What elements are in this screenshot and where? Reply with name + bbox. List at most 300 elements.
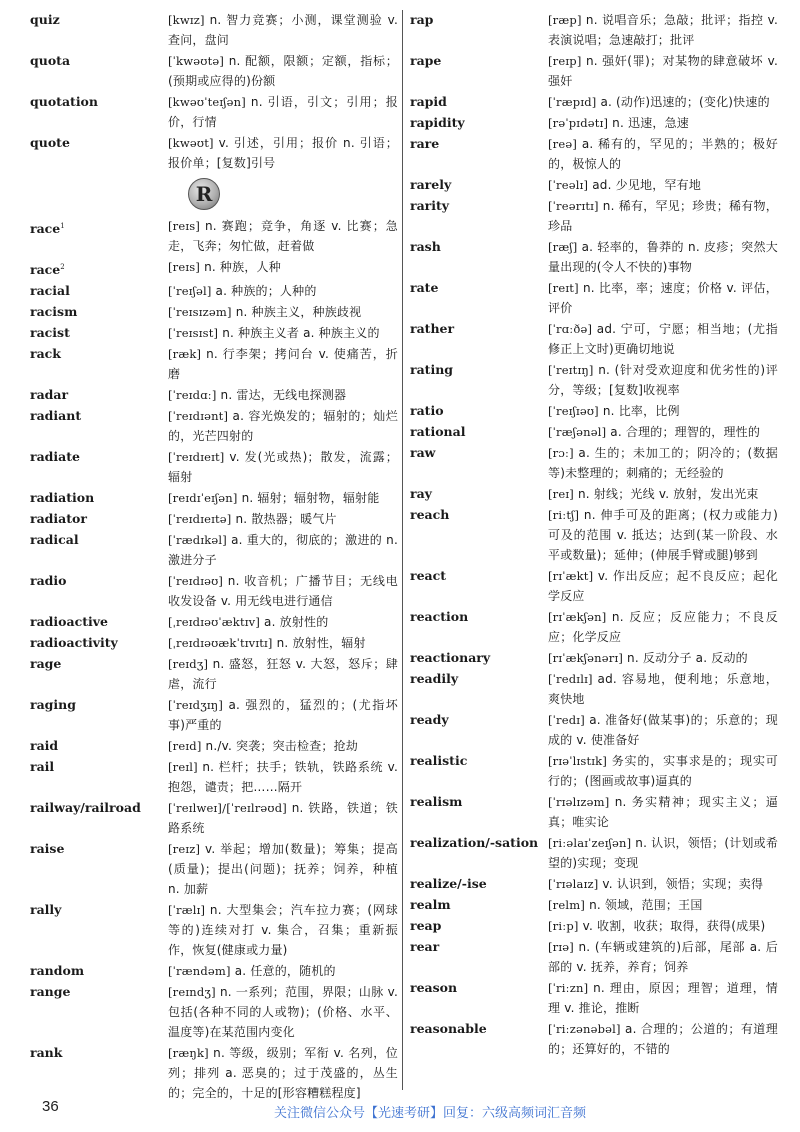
- entry-row: [30, 633, 398, 653]
- headword: [410, 792, 548, 812]
- entry-row: [410, 751, 778, 791]
- entry-row: [410, 710, 778, 750]
- headword: [410, 401, 548, 421]
- phonetic: [ˈrændəm]: [168, 964, 231, 979]
- phonetic: [kwəʊt]: [168, 136, 214, 150]
- section-letter: R: [188, 178, 220, 210]
- definition: [548, 833, 778, 873]
- headword-text: raid: [30, 738, 59, 754]
- entry-row: [410, 278, 778, 318]
- definition-text: v. 引述，引用；报价 n. 引语；报价单；[复数]引号: [168, 136, 398, 170]
- headword: [30, 51, 168, 71]
- definition: [168, 612, 398, 632]
- definition: [168, 900, 398, 960]
- definition: [548, 1019, 778, 1059]
- headword-text: quote: [30, 135, 70, 150]
- definition: [548, 792, 778, 832]
- phonetic: [riːp]: [548, 919, 579, 933]
- headword: [30, 982, 168, 1002]
- definition: [168, 447, 398, 487]
- entry-row: [410, 484, 778, 504]
- definition: [168, 257, 398, 277]
- homograph-index: 1: [60, 222, 65, 230]
- definition: [168, 385, 398, 405]
- entry-row: [410, 505, 778, 565]
- definition-text: a. (动作)迅速的；(变化)快速的: [600, 95, 770, 109]
- definition-text: n. 稀有，罕见；珍贵；稀有物，珍品: [548, 199, 779, 233]
- entry-row: [410, 916, 778, 936]
- phonetic: [kwɪz]: [168, 13, 205, 27]
- headword-text: rash: [410, 239, 441, 254]
- entry-row: [410, 422, 778, 442]
- entry-row: [30, 447, 398, 487]
- phonetic: [reɪz]: [168, 842, 201, 857]
- headword-text: rather: [410, 321, 455, 336]
- phonetic: [ˈreɪʃɪəʊ]: [548, 404, 599, 418]
- definition-text: n. 认识，领悟；(计划或希望的)实现；变现: [548, 836, 779, 870]
- definition-text: a. 稀有的，罕见的；半熟的；极好的，极惊人的: [548, 137, 778, 171]
- definition: [548, 607, 778, 647]
- phonetic: [riːəlaɪˈzeɪʃən]: [548, 836, 632, 850]
- headword: [410, 360, 548, 380]
- phonetic: [ˈredɪ]: [548, 713, 585, 727]
- definition-text: v. 作出反应；起不良反应；起化学反应: [548, 569, 778, 603]
- headword-text: ray: [410, 486, 432, 501]
- headword-text: ready: [410, 712, 449, 727]
- definition: [548, 484, 778, 504]
- definition: [168, 216, 398, 256]
- definition-text: n. 放射性，辐射: [276, 636, 366, 651]
- headword-text: reactionary: [410, 650, 491, 665]
- definition-text: n. 一系列；范围，界限；山脉 v. 包括(各种不同的人或物)；(价格、水平、温度等)在某范围内变化: [168, 985, 399, 1040]
- headword-text: quota: [30, 53, 71, 68]
- headword-text: reasonable: [410, 1021, 487, 1036]
- definition: [168, 982, 398, 1042]
- headword: [30, 633, 168, 653]
- headword-text: realization/-sation: [410, 835, 539, 850]
- definition-text: n. 收音机；广播节目；无线电收发设备 v. 用无线电进行通信: [168, 574, 398, 609]
- headword-text: realm: [410, 897, 451, 912]
- definition: [548, 134, 778, 174]
- phonetic: [reɪ]: [548, 487, 574, 501]
- phonetic: [ˈriːzənəbəl]: [548, 1022, 621, 1036]
- entry-row: [30, 961, 398, 981]
- headword-text: rare: [410, 136, 440, 151]
- headword-text: radio: [30, 573, 67, 589]
- headword-text: realism: [410, 794, 463, 809]
- headword: [410, 566, 548, 586]
- entry-row: [30, 509, 398, 529]
- headword-text: racist: [30, 325, 70, 341]
- definition: [168, 571, 398, 611]
- definition-text: a. 合理的；公道的；有道理的；还算好的，不错的: [548, 1022, 778, 1056]
- definition: [168, 51, 398, 91]
- definition: [168, 736, 398, 756]
- definition: [168, 961, 398, 981]
- headword: [410, 669, 548, 689]
- headword-text: radiant: [30, 408, 82, 424]
- definition: [548, 566, 778, 606]
- definition: [548, 895, 778, 915]
- entry-row: [410, 92, 778, 112]
- footer-promo: 关注微信公众号【光速考研】回复：六级高频词汇音频: [273, 1106, 586, 1121]
- phonetic: [ˈrɑːðə]: [548, 322, 593, 336]
- definition: [548, 196, 778, 236]
- phonetic: [ˈrɪəlɪzəm]: [548, 795, 610, 809]
- definition-text: n. 理由，原因；理智；道理，情理 v. 推论，推断: [548, 981, 779, 1015]
- definition-text: a. 容光焕发的；辐射的；灿烂的，光芒四射的: [168, 409, 399, 444]
- definition-text: n. 智力竞赛；小测，课堂测验 v. 查问，盘问: [168, 13, 398, 47]
- headword: [30, 323, 168, 343]
- headword: [30, 571, 168, 591]
- definition-text: n. 伸手可及的距离；(权力或能力)可及的范围 v. 抵达；达到(某一阶段、水平或数量)；延伸；(伸展手臂或腿)够到: [548, 508, 779, 562]
- entry-row: [30, 257, 398, 280]
- definition-text: n. 散热器；暖气片: [235, 512, 337, 527]
- headword-text: rational: [410, 424, 466, 439]
- definition: [548, 648, 778, 668]
- phonetic: [rɔː]: [548, 446, 574, 460]
- definition-text: n. 反动分子 a. 反动的: [627, 651, 748, 665]
- headword-text: radioactive: [30, 614, 108, 630]
- headword-text: radiate: [30, 449, 80, 465]
- entry-row: [410, 648, 778, 668]
- entry-row: [410, 401, 778, 421]
- definition-text: a. 种族的；人种的: [215, 284, 317, 299]
- headword: [410, 51, 548, 71]
- definition: [548, 51, 778, 91]
- definition: [168, 509, 398, 529]
- definition: [548, 669, 778, 709]
- headword: [410, 443, 548, 463]
- entry-row: [30, 982, 398, 1042]
- phonetic: [reɪs]: [168, 260, 201, 274]
- definition: [168, 633, 398, 653]
- headword: [30, 736, 168, 756]
- headword-text: radiation: [30, 490, 95, 506]
- definition: [168, 10, 398, 50]
- definition-text: n. 种族主义，种族歧视: [235, 305, 362, 320]
- definition: [168, 281, 398, 301]
- phonetic: [ˈreɪlweɪ]/[ˈreɪlrəʊd]: [168, 801, 287, 816]
- entry-row: [410, 669, 778, 709]
- headword: [30, 961, 168, 981]
- headword-text: readily: [410, 671, 459, 686]
- phonetic: [ˈreɪtɪŋ]: [548, 363, 594, 377]
- homograph-index: 2: [60, 263, 65, 271]
- headword-text: rating: [410, 362, 454, 377]
- headword: [410, 505, 548, 525]
- definition-text: v. 收割，收获；取得，获得(成果): [582, 919, 766, 933]
- phonetic: [reɪd]: [168, 739, 202, 754]
- definition-text: a. 放射性的: [264, 615, 329, 630]
- headword: [410, 237, 548, 257]
- phonetic: [rɪˈækʃən]: [548, 610, 607, 624]
- definition-text: n. 行李架；拷问台 v. 使痛苦，折磨: [168, 347, 398, 382]
- entry-row: [410, 874, 778, 894]
- definition-text: a. 强烈的，猛烈的；(尤指坏事)严重的: [168, 698, 398, 733]
- headword: [30, 385, 168, 405]
- headword: [30, 798, 168, 818]
- entry-row: [30, 344, 398, 384]
- phonetic: [ˈreɪdɪeɪt]: [168, 450, 225, 465]
- phonetic: [rɪə]: [548, 940, 574, 954]
- definition-text: n. 铁路，铁道；铁路系统: [168, 801, 398, 836]
- page-number: 36: [42, 1098, 59, 1115]
- headword: [30, 10, 168, 30]
- definition-text: n. 反应；反应能力；不良反应；化学反应: [548, 610, 778, 644]
- entry-row: [30, 736, 398, 756]
- entry-row: [410, 937, 778, 977]
- phonetic: [ˈreɪdɪənt]: [168, 409, 229, 424]
- phonetic: [ˈrædɪkəl]: [168, 533, 227, 548]
- phonetic: [ˈrælɪ]: [168, 903, 206, 918]
- definition-text: a. 任意的，随机的: [234, 964, 336, 979]
- headword-text: racial: [30, 283, 70, 299]
- definition: [548, 505, 778, 565]
- definition: [168, 406, 398, 446]
- headword: [410, 916, 548, 936]
- definition-text: a. 重大的，彻底的；激进的 n. 激进分子: [168, 533, 399, 568]
- headword: [410, 134, 548, 154]
- definition-text: ad. 宁可，宁愿；相当地；(尤指修正上文时)更确切地说: [548, 322, 778, 356]
- phonetic: [ˈreɪdʒɪŋ]: [168, 698, 224, 713]
- phonetic: [ˈriːzn]: [548, 981, 589, 995]
- headword: [410, 484, 548, 504]
- phonetic: [ˈreɪdɪəʊ]: [168, 574, 224, 589]
- headword: [410, 175, 548, 195]
- headword-text: radioactivity: [30, 635, 118, 651]
- headword: [30, 509, 168, 529]
- definition-text: n. 栏杆；扶手；铁轨，铁路系统 v. 抱怨，谴责；把……隔开: [168, 760, 399, 795]
- headword: [410, 1019, 548, 1039]
- definition: [548, 113, 778, 133]
- entry-row: [30, 488, 398, 508]
- headword-text: ratio: [410, 403, 444, 418]
- entry-row: [410, 895, 778, 915]
- definition: [168, 344, 398, 384]
- definition: [168, 530, 398, 570]
- definition-text: n. 赛跑；竞争，角逐 v. 比赛；急走，飞奔；匆忙做，赶着做: [168, 219, 398, 253]
- definition: [548, 319, 778, 359]
- definition: [548, 360, 778, 400]
- definition-text: 务实的，实事求是的；现实可行的；(图画或故事)逼真的: [548, 754, 778, 788]
- phonetic: [reɪt]: [548, 281, 579, 295]
- headword-text: rarity: [410, 198, 450, 213]
- definition: [548, 10, 778, 50]
- headword: [410, 607, 548, 627]
- headword-text: raging: [30, 697, 77, 713]
- definition-text: n. 配额，限额；定额，指标；(预期或应得的)份额: [168, 54, 398, 88]
- dictionary-page: [30, 10, 780, 1101]
- definition: [548, 278, 778, 318]
- headword: [30, 612, 168, 632]
- headword-text: quotation: [30, 94, 98, 109]
- entry-row: [410, 237, 778, 277]
- entry-row: [410, 978, 778, 1018]
- definition: [548, 175, 778, 195]
- headword-text: rally: [30, 902, 62, 918]
- entry-row: [30, 900, 398, 960]
- definition: [548, 401, 778, 421]
- entry-row: [30, 10, 398, 50]
- phonetic: [ˌreɪdɪəʊækˈtɪvɪtɪ]: [168, 636, 273, 651]
- phonetic: [rɪˈækʃənərɪ]: [548, 651, 624, 665]
- phonetic: [reə]: [548, 137, 578, 151]
- headword-text: railway/railroad: [30, 800, 141, 816]
- definition-text: n. 大型集会；汽车拉力赛；(网球等的)连续对打 v. 集合，召集；重新振作，恢复(健康或力量): [168, 903, 399, 958]
- headword-text: react: [410, 568, 447, 583]
- phonetic: [ræk]: [168, 347, 202, 362]
- entry-row: [30, 385, 398, 405]
- definition-text: n. 领域，范围；王国: [589, 898, 703, 912]
- definition: [548, 422, 778, 442]
- entry-row: [410, 607, 778, 647]
- headword: [410, 648, 548, 668]
- headword: [30, 281, 168, 301]
- headword-text: racism: [30, 304, 78, 320]
- headword-text: radiator: [30, 511, 87, 527]
- entry-row: [30, 571, 398, 611]
- headword-text: race: [30, 262, 61, 278]
- headword: [410, 710, 548, 730]
- phonetic: [rəˈpɪdətɪ]: [548, 116, 609, 130]
- headword: [30, 654, 168, 674]
- phonetic: [ˈreɪsɪst]: [168, 326, 219, 341]
- phonetic: [reɪdɪˈeɪʃən]: [168, 491, 238, 506]
- headword: [30, 695, 168, 715]
- definition-text: v. 发(光或热)；散发，流露；辐射: [168, 450, 398, 485]
- headword-text: radical: [30, 532, 79, 548]
- entry-row: [30, 51, 398, 91]
- definition-text: v. 举起；增加(数量)；筹集；提高(质量)；提出(问题)；抚养；饲养，种植 n. 加薪: [168, 842, 398, 897]
- definition: [168, 92, 398, 132]
- phonetic: [rɪəˈlɪstɪk]: [548, 754, 608, 768]
- definition: [548, 92, 778, 112]
- definition: [168, 757, 398, 797]
- phonetic: [ˈræʃənəl]: [548, 425, 607, 439]
- entry-row: [410, 443, 778, 483]
- definition: [168, 654, 398, 694]
- entry-row: [30, 92, 398, 132]
- headword-text: reaction: [410, 609, 469, 624]
- entry-row: [410, 792, 778, 832]
- entry-row: [410, 196, 778, 236]
- headword-text: rate: [410, 280, 439, 295]
- entry-row: [30, 281, 398, 301]
- headword-text: rack: [30, 346, 61, 362]
- headword-text: rapidity: [410, 115, 465, 130]
- headword-text: rapid: [410, 94, 447, 109]
- phonetic: [ˌreɪdɪəʊˈæktɪv]: [168, 615, 261, 630]
- headword-text: rail: [30, 759, 55, 775]
- headword-text: radar: [30, 387, 69, 403]
- definition: [168, 695, 398, 735]
- definition-text: n. 强奸(罪)；对某物的肆意破坏 v. 强奸: [548, 54, 779, 88]
- entry-row: [30, 654, 398, 694]
- definition-text: n. 种族，人种: [204, 260, 281, 274]
- definition-text: n. 务实精神；现实主义；逼真；唯实论: [548, 795, 779, 829]
- headword-text: reach: [410, 507, 450, 522]
- headword-text: race: [30, 221, 61, 237]
- entry-row: [410, 51, 778, 91]
- headword: [410, 937, 548, 957]
- headword-text: raw: [410, 445, 436, 460]
- definition: [168, 323, 398, 343]
- entry-row: [410, 833, 778, 873]
- headword: [30, 757, 168, 777]
- phonetic: [ˈreɪdɪeɪtə]: [168, 512, 232, 527]
- headword: [410, 319, 548, 339]
- headword-text: rear: [410, 939, 440, 954]
- headword: [30, 216, 168, 239]
- definition: [168, 798, 398, 838]
- phonetic: [reɪndʒ]: [168, 985, 216, 1000]
- definition-text: a. 生的；未加工的；阴冷的；(数据等)未整理的；刺痛的；无经验的: [548, 446, 778, 480]
- headword: [30, 406, 168, 426]
- headword-text: random: [30, 963, 85, 979]
- definition-text: n. (车辆或建筑的)后部，尾部 a. 后部的 v. 抚养，养育；饲养: [548, 940, 778, 974]
- headword: [410, 751, 548, 771]
- headword: [30, 447, 168, 467]
- entry-row: [410, 10, 778, 50]
- definition-text: ad. 容易地，便利地；乐意地，爽快地: [548, 672, 778, 706]
- phonetic: [rɪˈækt]: [548, 569, 594, 583]
- phonetic: [ˈredɪlɪ]: [548, 672, 593, 686]
- phonetic: [ˈrɪəlaɪz]: [548, 877, 599, 891]
- definition-text: n. 迅速，急速: [612, 116, 690, 130]
- right-column: [410, 10, 778, 1060]
- definition-text: a. 合理的；理智的，理性的: [610, 425, 761, 439]
- entry-row: [30, 302, 398, 322]
- definition: [168, 1043, 398, 1103]
- definition-text: n. 辐射；辐射物，辐射能: [241, 491, 380, 506]
- headword-text: reason: [410, 980, 458, 995]
- definition-text: a. 准备好(做某事)的；乐意的；现成的 v. 使准备好: [548, 713, 779, 747]
- headword-text: rank: [30, 1045, 63, 1061]
- definition-text: n. 种族主义者 a. 种族主义的: [222, 326, 380, 341]
- headword-text: reap: [410, 918, 442, 933]
- definition-text: n. 比率，率；速度；价格 v. 评估，评价: [548, 281, 778, 315]
- phonetic: [ˈreɪʃəl]: [168, 284, 212, 299]
- phonetic: [ˈreərɪtɪ]: [548, 199, 599, 213]
- headword-text: rarely: [410, 177, 452, 192]
- phonetic: [ˈræpɪd]: [548, 95, 597, 109]
- entry-row: [30, 406, 398, 446]
- entry-row: [30, 839, 398, 899]
- definition-text: n. 引语，引文；引用；报价，行情: [168, 95, 399, 129]
- definition: [548, 978, 778, 1018]
- headword: [30, 92, 168, 112]
- entry-row: [410, 566, 778, 606]
- headword-text: rap: [410, 12, 434, 27]
- phonetic: [ˈreəlɪ]: [548, 178, 589, 192]
- phonetic: [ˈreɪdɑː]: [168, 388, 217, 403]
- definition: [548, 710, 778, 750]
- entry-row: [30, 612, 398, 632]
- headword: [30, 839, 168, 859]
- entry-row: [410, 113, 778, 133]
- column-divider: [402, 10, 403, 1090]
- entry-row: [410, 319, 778, 359]
- headword-text: range: [30, 984, 71, 1000]
- headword-text: rage: [30, 656, 62, 672]
- headword-text: realistic: [410, 753, 468, 768]
- entry-row: [410, 1019, 778, 1059]
- definition-text: n. 盛怒，狂怒 v. 大怒，怒斥；肆虐，流行: [168, 657, 398, 692]
- entry-row: [30, 757, 398, 797]
- phonetic: [reɪs]: [168, 219, 201, 233]
- phonetic: [ˈkwəʊtə]: [168, 54, 225, 68]
